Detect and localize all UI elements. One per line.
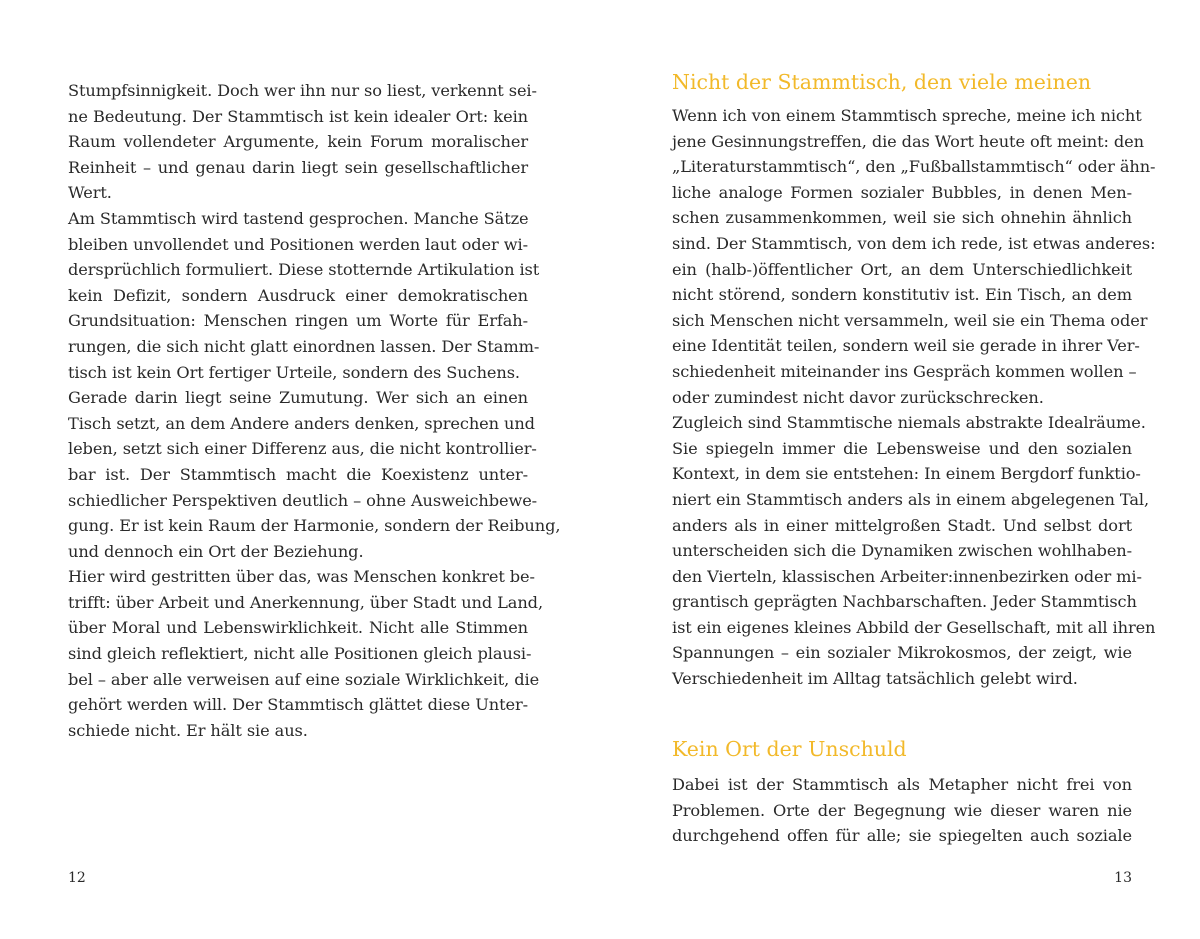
text-line: Raum vollendeter Argumente, kein Forum moralischer	[68, 132, 528, 152]
text-line: Wert.	[68, 183, 112, 203]
paragraph	[68, 206, 540, 385]
text-line: Gerade darin liegt seine Zumutung. Wer sich an einen	[68, 388, 528, 408]
text-line: trifft: über Arbeit und Anerkennung, über Stadt und Land,	[68, 592, 543, 612]
text-line: bel – aber alle verweisen auf eine soziale Wirklichkeit, die	[68, 669, 540, 689]
text-line: Tisch setzt, an dem Andere anders denken, sprechen und	[68, 413, 535, 433]
text-line: bleiben unvollendet und Positionen werden laut oder wi-	[68, 234, 528, 254]
text-line: Sie spiegeln immer die Lebensweise und den sozialen	[672, 438, 1132, 458]
text-line: anders als in einer mittelgroßen Stadt. Und selbst dort	[672, 515, 1132, 535]
text-line: durchgehend offen für alle; sie spiegelten auch soziale	[672, 826, 1132, 846]
section-heading-nicht-der-stammtisch: Nicht der Stammtisch, den viele meinen	[672, 70, 1092, 94]
text-line: dersprüchlich formuliert. Diese stotternde Artikulation ist	[68, 260, 540, 280]
text-line: schen zusammenkommen, weil sie sich ohnehin ähnlich	[672, 208, 1132, 228]
text-line: sich Menschen nicht versammeln, weil sie ein Thema oder	[672, 310, 1148, 330]
text-line: Am Stammtisch wird tastend gesprochen. Manche Sätze	[68, 208, 529, 228]
text-line: jene Gesinnungstreffen, die das Wort heute oft meint: den	[672, 131, 1144, 151]
text-line: den Vierteln, klassischen Arbeiter:innenbezirken oder mi-	[672, 566, 1142, 586]
text-line: nicht störend, sondern konstitutiv ist. Ein Tisch, an dem	[672, 285, 1132, 305]
text-line: Dabei ist der Stammtisch als Metapher nicht frei von	[672, 775, 1132, 794]
text-line: und dennoch ein Ort der Beziehung.	[68, 541, 364, 561]
text-line: Verschiedenheit im Alltag tatsächlich gelebt wird.	[672, 669, 1078, 689]
text-line: oder zumindest nicht davor zurückschrecken.	[672, 387, 1044, 407]
text-line: grantisch geprägten Nachbarschaften. Jeder Stammtisch	[672, 592, 1137, 612]
text-line: über Moral und Lebenswirklichkeit. Nicht alle Stimmen	[68, 618, 528, 638]
text-line: sind gleich reflektiert, nicht alle Positionen gleich plausi-	[68, 644, 532, 664]
left-page-body	[68, 78, 561, 743]
paragraph	[68, 385, 561, 564]
text-line: ein (halb-)öffentlicher Ort, an dem Unterschiedlichkeit	[672, 259, 1132, 279]
text-line: Zugleich sind Stammtische niemals abstrakte Idealräume.	[672, 413, 1146, 433]
text-line: Spannungen – ein sozialer Mikrokosmos, der zeigt, wie	[672, 643, 1132, 663]
text-line: Problemen. Orte der Begegnung wie dieser waren nie	[672, 800, 1132, 820]
text-line: „Literaturstammtisch“, den „Fußballstammtisch“ oder ähn-	[672, 157, 1156, 177]
text-line: liche analoge Formen sozialer Bubbles, in denen Men-	[672, 182, 1132, 202]
text-line: gung. Er ist kein Raum der Harmonie, sondern der Reibung,	[68, 516, 561, 536]
text-line: bar ist. Der Stammtisch macht die Koexistenz unter-	[68, 464, 528, 484]
right-page-section2-body	[672, 772, 1132, 849]
paragraph	[68, 78, 537, 206]
text-line: tisch ist kein Ort fertiger Urteile, sondern des Suchens.	[68, 362, 520, 382]
text-line: schiedlicher Perspektiven deutlich – ohne Ausweichbewe-	[68, 490, 538, 510]
text-line: schiedenheit miteinander ins Gespräch kommen wollen –	[672, 361, 1137, 381]
text-line: eine Identität teilen, sondern weil sie gerade in ihrer Ver-	[672, 336, 1140, 356]
text-line: sind. Der Stammtisch, von dem ich rede, ist etwas anderes:	[672, 233, 1156, 253]
left-page	[68, 0, 561, 939]
text-line: ist ein eigenes kleines Abbild der Gesellschaft, mit all ihren	[672, 617, 1156, 637]
paragraph	[672, 772, 1132, 849]
text-line: rungen, die sich nicht glatt einordnen lassen. Der Stamm-	[68, 336, 540, 356]
text-line: Kontext, in dem sie entstehen: In einem Bergdorf funktio-	[672, 464, 1141, 484]
text-line: Stumpfsinnigkeit. Doch wer ihn nur so liest, verkennt sei-	[68, 81, 537, 100]
right-page	[672, 0, 1156, 939]
section-heading-kein-ort-der-unschuld: Kein Ort der Unschuld	[672, 737, 907, 761]
text-line: niert ein Stammtisch anders als in einem abgelegenen Tal,	[672, 489, 1150, 509]
paragraph	[672, 410, 1156, 692]
text-line: schiede nicht. Er hält sie aus.	[68, 720, 308, 740]
text-line: ne Bedeutung. Der Stammtisch ist kein idealer Ort: kein	[68, 106, 528, 126]
page-number-left: 12	[68, 870, 86, 886]
text-line: kein Defizit, sondern Ausdruck einer demokratischen	[68, 285, 528, 305]
text-line: Hier wird gestritten über das, was Menschen konkret be-	[68, 567, 535, 587]
paragraph	[68, 564, 543, 743]
text-line: Wenn ich von einem Stammtisch spreche, meine ich nicht	[672, 106, 1142, 125]
text-line: Reinheit – und genau darin liegt sein gesellschaftlicher	[68, 157, 528, 177]
text-line: unterscheiden sich die Dynamiken zwischen wohlhaben-	[672, 541, 1132, 561]
text-line: Grundsituation: Menschen ringen um Worte für Erfah-	[68, 311, 528, 331]
right-page-section1-body	[672, 103, 1156, 692]
text-line: leben, setzt sich einer Differenz aus, die nicht kontrollier-	[68, 439, 537, 459]
text-line: gehört werden will. Der Stammtisch glättet diese Unter-	[68, 695, 528, 715]
page-number-right: 13	[1114, 870, 1132, 886]
paragraph	[672, 103, 1156, 410]
